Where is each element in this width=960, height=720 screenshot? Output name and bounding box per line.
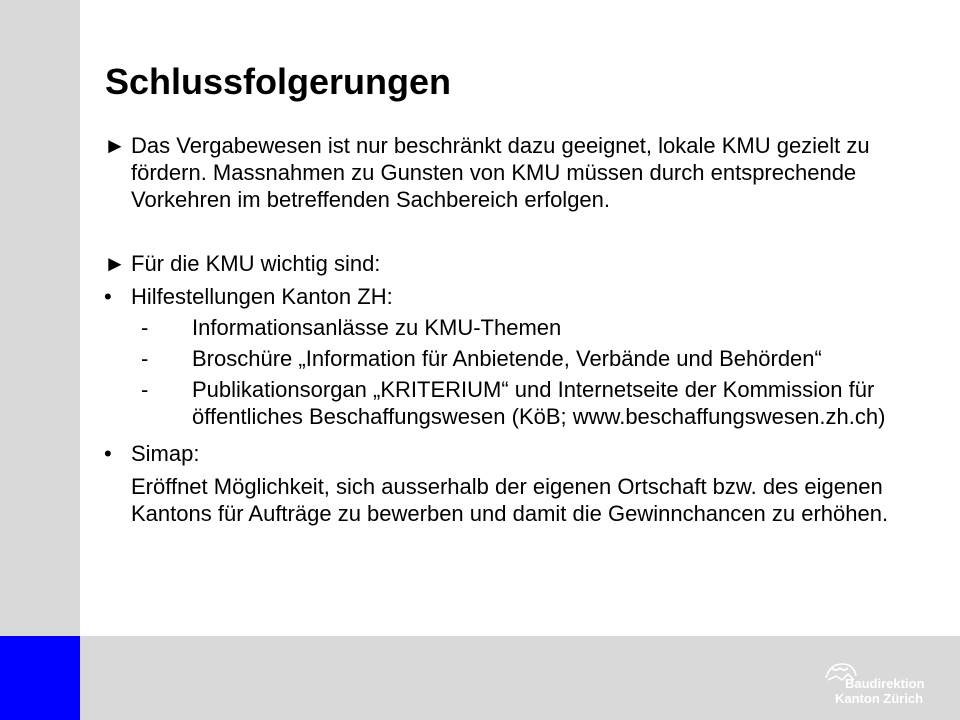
blue-accent-block [0,636,80,720]
dash-marker: - [141,315,149,340]
arrow-marker-icon: ► [104,251,126,276]
paragraph-text: Für die KMU wichtig sind: [131,251,381,276]
sub-item-text: Publikationsorgan „KRITERIUM“ und Internetseite der Kommission für öffentliches Beschaffungswesen (KöB; www.beschaffungswesen.zh.ch) [192,377,886,429]
sub-item-text: Informationsanlässe zu KMU-Themen [192,315,562,340]
bullet-label: Hilfestellungen Kanton ZH: [131,284,393,309]
bullet-dot-icon: • [104,284,112,309]
baudirektion-logo [822,658,952,708]
sub-item-text: Broschüre „Information für Anbietende, Verbände und Behörden“ [192,346,822,371]
sub-item [104,376,924,430]
paragraph-kmu-wichtig [104,250,924,277]
logo-line-baudirektion: Baudirektion [845,676,925,691]
arrow-marker-icon: ► [104,133,126,158]
simap-description: Eröffnet Möglichkeit, sich ausserhalb der eigenen Ortschaft bzw. des eigenen Kantons für Aufträge zu bewerben und damit die Gewinnchancen zu erhöhen. [131,474,889,526]
bullet-simap [104,440,924,467]
sub-item [104,345,924,372]
left-sidebar-bar [0,0,80,636]
bullet-dot-icon: • [104,441,112,466]
dash-marker: - [141,377,149,402]
logo-line-kanton: Kanton Zürich [835,691,924,706]
paragraph-vergabewesen [104,132,924,213]
sub-item [104,314,924,341]
slide-title: Schlussfolgerungen [105,61,452,102]
bullet-hilfestellungen [104,283,924,310]
bullet-label: Simap: [131,441,200,466]
dash-marker: - [141,346,149,371]
paragraph-text: Das Vergabewesen ist nur beschränkt dazu geeignet, lokale KMU gezielt zu fördern. Massnahmen zu Gunsten von KMU müssen durch entsprechende Vorkehren im betreffenden Sachbereich erfolgen. [131,133,870,212]
slide-content [104,132,924,527]
logo-text [835,676,924,706]
